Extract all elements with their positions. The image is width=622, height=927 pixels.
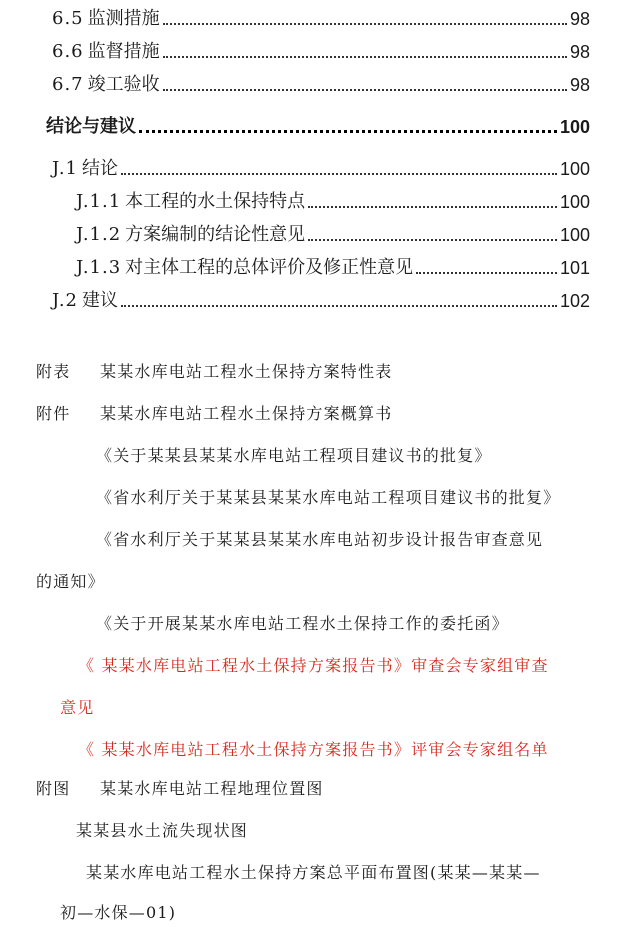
toc-page-number: 100 (559, 159, 590, 179)
toc-leader-dots (163, 89, 567, 91)
toc-entry-6-7[interactable] (0, 66, 622, 96)
attached-doc-2: 《省水利厅关于某某县某某水库电站工程项目建议书的批复》 (96, 488, 561, 507)
toc-leader-dots (139, 130, 557, 133)
attached-docs-line (36, 403, 392, 425)
toc-title: 本工程的水土保持特点 (125, 191, 306, 212)
attached-docs-label: 附件 (36, 404, 71, 423)
toc-entry-conclusions-chapter[interactable] (0, 108, 622, 138)
toc-page-number: 102 (559, 291, 590, 311)
attached-table-title: 某某水库电站工程水土保持方案特性表 (100, 362, 393, 381)
toc-leader-dots (163, 56, 567, 58)
toc-entry-j-1-2[interactable] (0, 216, 622, 246)
attached-table-label: 附表 (36, 362, 71, 381)
attached-map-2: 某某县水土流失现状图 (76, 821, 249, 840)
attached-doc-5-continued: 意见 (60, 698, 95, 717)
toc-leader-dots (416, 272, 557, 274)
toc-number: J.1.3 (76, 257, 122, 278)
toc-page-number: 100 (559, 117, 590, 137)
toc-title: 建议 (82, 290, 118, 311)
toc-number: J.1.2 (76, 224, 122, 245)
toc-leader-dots (121, 173, 557, 175)
toc-title: 结论与建议 (46, 116, 136, 137)
toc-entry-j-1[interactable] (0, 150, 622, 180)
attached-maps-label: 附图 (36, 779, 71, 798)
attached-doc-1: 《关于某某县某某水库电站工程项目建议书的批复》 (96, 446, 492, 465)
attached-maps-line (36, 778, 324, 800)
attached-map-1: 某某水库电站工程地理位置图 (100, 779, 324, 798)
toc-page-number: 100 (559, 225, 590, 245)
toc-number: 6.6 (52, 41, 84, 62)
toc-title: 结论 (82, 158, 118, 179)
toc-entry-j-2[interactable] (0, 282, 622, 312)
toc-leader-dots (308, 206, 557, 208)
toc-entry-j-1-1[interactable] (0, 183, 622, 213)
toc-title: 对主体工程的总体评价及修正性意见 (125, 257, 414, 278)
toc-number: J.1 (52, 158, 78, 179)
toc-entry-j-1-3[interactable] (0, 249, 622, 279)
toc-entry-6-6[interactable] (0, 33, 622, 63)
toc-leader-dots (163, 23, 567, 25)
toc-title: 监测措施 (87, 8, 160, 29)
attached-doc-5: 《 某某水库电站工程水土保持方案报告书》审查会专家组审查 (78, 656, 549, 675)
toc-page-number: 100 (559, 192, 590, 212)
toc-leader-dots (308, 239, 557, 241)
attached-doc-4: 《关于开展某某水库电站工程水土保持工作的委托函》 (96, 614, 509, 633)
toc-number: 6.5 (52, 8, 84, 29)
toc-number: J.2 (52, 290, 78, 311)
toc-page-number: 101 (559, 258, 590, 278)
toc-number: 6.7 (52, 74, 84, 95)
toc-leader-dots (121, 305, 557, 307)
toc-entry-6-5[interactable] (0, 0, 622, 30)
toc-page-number: 98 (569, 42, 590, 62)
toc-title: 监督措施 (87, 41, 160, 62)
attached-docs-title: 某某水库电站工程水土保持方案概算书 (100, 404, 393, 423)
toc-page-number: 98 (569, 75, 590, 95)
attached-map-3-continued: 初—水保—01) (60, 903, 177, 922)
attached-table-line (36, 361, 392, 383)
toc-page-number: 98 (569, 9, 590, 29)
toc-title: 方案编制的结论性意见 (125, 224, 306, 245)
attached-doc-3-continued: 的通知》 (36, 572, 105, 591)
toc-number: J.1.1 (76, 191, 122, 212)
toc-title: 竣工验收 (87, 74, 160, 95)
attached-map-3: 某某水库电站工程水土保持方案总平面布置图(某某—某某— (86, 863, 541, 882)
attached-doc-3: 《省水利厅关于某某县某某水库电站初步设计报告审查意见 (96, 530, 544, 549)
attached-doc-6: 《 某某水库电站工程水土保持方案报告书》评审会专家组名单 (78, 740, 549, 759)
